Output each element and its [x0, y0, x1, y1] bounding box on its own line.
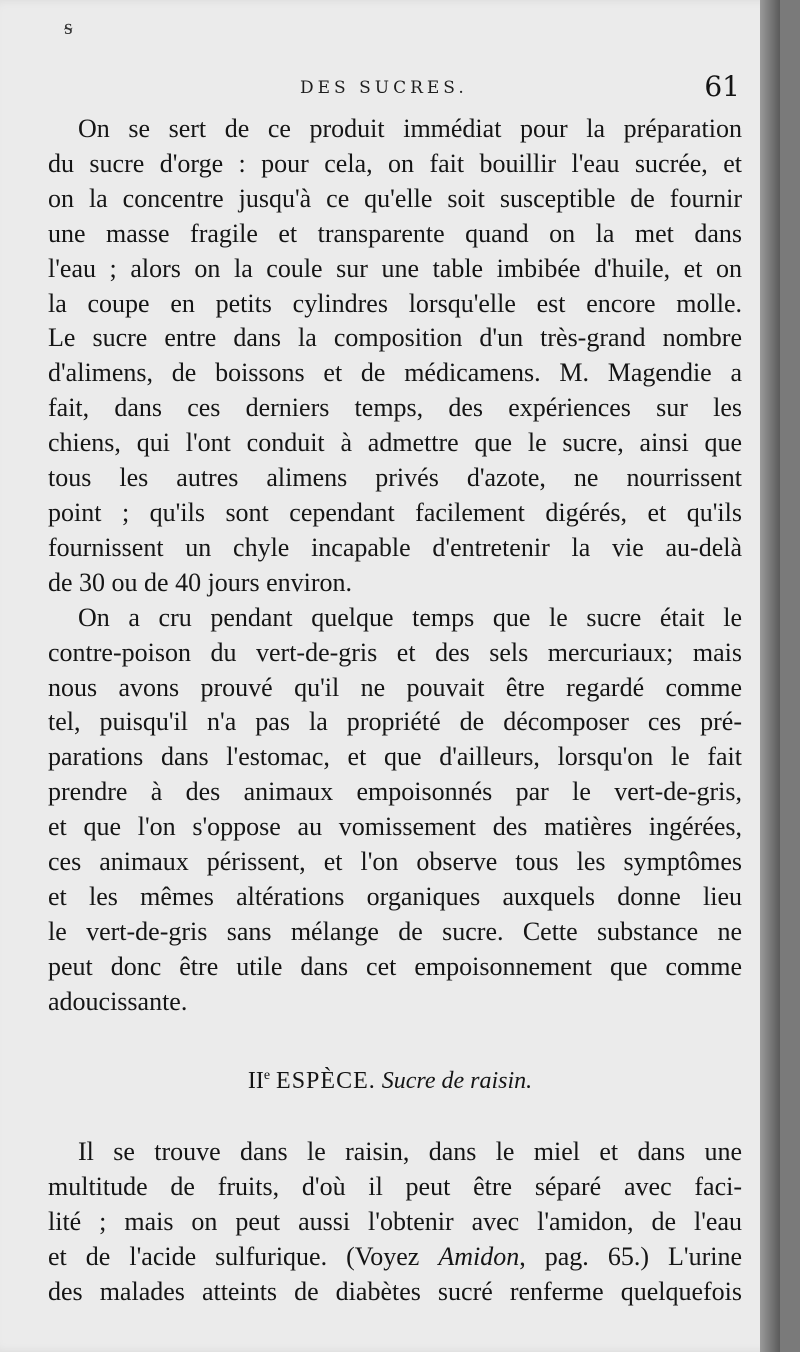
cross-reference: Amidon [438, 1241, 520, 1271]
section-species: ESPÈCE. [276, 1068, 376, 1094]
ink-mark: ᵴ [64, 15, 73, 40]
text-line: de 30 ou de 40 jours environ. [48, 567, 353, 597]
text-line: tous les autres alimens privés d'azote, ne nourrissent [48, 463, 742, 493]
text-line: Il se trouve dans le raisin, dans le miel et dans une [78, 1137, 742, 1166]
section-number: IIe [247, 1068, 271, 1094]
text-line: nous avons prouvé qu'il ne pouvait être regardé comme [48, 672, 742, 702]
running-title: DES SUCRES. [300, 78, 468, 98]
text-line: multitude de fruits, d'où il peut être séparé avec faci- [48, 1171, 742, 1201]
text-line: parations dans l'estomac, et que d'ailleurs, lorsqu'on le fait [48, 742, 742, 772]
text-line: chiens, qui l'ont conduit à admettre que le sucre, ainsi que [48, 428, 742, 458]
text-line: point ; qu'ils sont cependant facilement digérés, et qu'ils [48, 497, 742, 527]
body-text-continued [48, 1135, 742, 1310]
page-edge [760, 0, 780, 1352]
page-number: 61 [704, 70, 740, 103]
page-header [50, 70, 740, 110]
text-line: on la concentre jusqu'à ce qu'elle soit susceptible de fournir [48, 183, 742, 213]
body-text [48, 112, 742, 1020]
text-line: lité ; mais on peut aussi l'obtenir avec l'amidon, de l'eau [48, 1206, 742, 1236]
text-line: le vert-de-gris sans mélange de sucre. Cette substance ne [48, 916, 742, 946]
text-line: adoucissante. [48, 986, 188, 1016]
section-heading [0, 1068, 780, 1095]
section-title: Sucre de raisin. [381, 1068, 533, 1094]
text-line: prendre à des animaux empoisonnés par le vert-de-gris, [48, 777, 742, 807]
section-number-suffix: e [263, 1068, 271, 1083]
text-line: peut donc être utile dans cet empoisonnement que comme [48, 951, 742, 981]
text-line: et les mêmes altérations organiques auxquels donne lieu [48, 881, 742, 911]
text-line: et que l'on s'oppose au vomissement des matières ingérées, [48, 812, 742, 842]
text-line: d'alimens, de boissons et de médicamens. M. Magendie a [48, 358, 742, 388]
text-line: et de l'acide sulfurique. (Voyez Amidon, pag. 65.) L'urine [48, 1241, 743, 1271]
text-line: l'eau ; alors on la coule sur une table imbibée d'huile, et on [48, 253, 742, 283]
text-line: ces animaux périssent, et l'on observe tous les symptômes [48, 847, 742, 877]
text-line: On a cru pendant quelque temps que le sucre était le [78, 602, 742, 632]
text-line: la coupe en petits cylindres lorsqu'elle est encore molle. [48, 288, 742, 318]
text-line: fait, dans ces derniers temps, des expériences sur les [48, 393, 742, 423]
text-line: tel, puisqu'il n'a pas la propriété de décomposer ces pré- [48, 707, 742, 737]
text-line: des malades atteints de diabètes sucré renferme quelquefois [48, 1276, 742, 1306]
text-line: du sucre d'orge : pour cela, on fait bouillir l'eau sucrée, et [48, 148, 742, 178]
text-line: Le sucre entre dans la composition d'un très-grand nombre [48, 323, 742, 353]
text-line: On se sert de ce produit immédiat pour la préparation [78, 114, 742, 143]
text-line: fournissent un chyle incapable d'entretenir la vie au-delà [48, 532, 742, 562]
text-line: une masse fragile et transparente quand on la met dans [48, 218, 742, 248]
text-line: contre-poison du vert-de-gris et des sels mercuriaux; mais [48, 637, 742, 667]
